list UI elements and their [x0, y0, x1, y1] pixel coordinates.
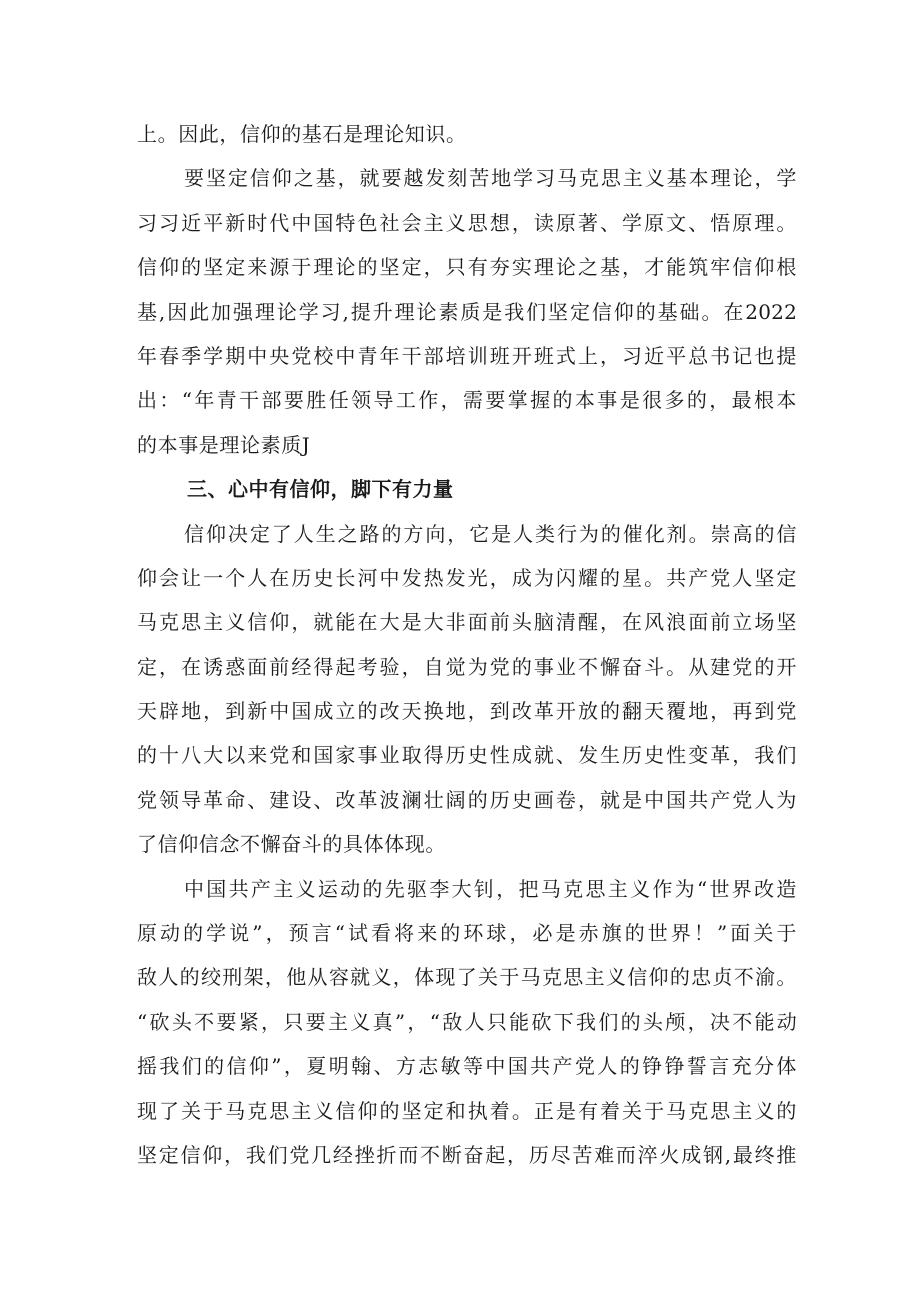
paragraph-line: 摇我们的信仰”，夏明翰、方志敏等中国共产党人的铮铮誓言充分体 [137, 1054, 797, 1079]
paragraph-line: 的十八大以来党和国家事业取得历史性成就、发生历史性变革，我们 [137, 743, 797, 768]
paragraph-line: 信仰的坚定来源于理论的坚定，只有夯实理论之基，才能筑牢信仰根 [137, 255, 797, 280]
paragraph-line: 现了关于马克思主义信仰的坚定和执着。正是有着关于马克思主义的 [137, 1098, 797, 1123]
paragraph-line: 出：“年青干部要胜任领导工作，需要掌握的本事是很多的，最根本 [137, 388, 797, 413]
document-page [137, 112, 797, 1177]
paragraph-line: 基,因此加强理论学习,提升理论素质是我们坚定信仰的基础。在2022 [137, 299, 797, 324]
paragraph-line: “砍头不要紧，只要主义真”，“敌人只能砍下我们的头颅，决不能动 [137, 1009, 797, 1034]
paragraph-line: 天辟地，到新中国成立的改天换地，到改革开放的翻天覆地，再到党 [137, 699, 797, 724]
paragraph-line: 中国共产主义运动的先驱李大钊，把马克思主义作为“世界改造 [184, 876, 797, 901]
paragraph-3 [137, 512, 797, 867]
paragraph-line: 信仰决定了人生之路的方向，它是人类行为的催化剂。崇高的信 [184, 521, 797, 546]
paragraph-line: 上。因此，信仰的基石是理论知识。 [137, 122, 467, 146]
paragraph-line: 定，在诱惑面前经得起考验，自觉为党的事业不懈奋斗。从建党的开 [137, 654, 797, 679]
paragraph-line: 习习近平新时代中国特色社会主义思想，读原著、学原文、悟原理。 [137, 210, 797, 235]
paragraph-line: 年春季学期中央党校中青年干部培训班开班式上，习近平总书记也提 [137, 343, 797, 368]
paragraph-line: 仰会让一个人在历史长河中发热发光，成为闪耀的星。共产党人坚定 [137, 565, 797, 590]
section-heading: 三、心中有信仰，脚下有力量 [187, 477, 454, 502]
paragraph-line: 党领导革命、建设、改革波澜壮阔的历史画卷，就是中国共产党人为 [137, 787, 797, 812]
paragraph-1 [137, 112, 797, 156]
paragraph-line: 敌人的绞刑架，他从容就义，体现了关于马克思主义信仰的忠贞不渝。 [137, 965, 797, 990]
paragraph-line: 的本事是理论素质J [137, 432, 311, 457]
paragraph-4 [137, 867, 797, 1178]
paragraph-line: 马克思主义信仰，就能在大是大非面前头脑清醒，在风浪面前立场坚 [137, 610, 797, 635]
paragraph-line: 坚定信仰，我们党几经挫折而不断奋起，历尽苦难而淬火成钢,最终推 [137, 1142, 797, 1167]
paragraph-line: 原动的学说”，预言“试看将来的环球，必是赤旗的世界！”面关于 [137, 921, 797, 946]
paragraph-line: 了信仰信念不懈奋斗的具体体现。 [137, 832, 446, 857]
paragraph-line: 要坚定信仰之基，就要越发刻苦地学习马克思主义基本理论，学 [184, 166, 797, 191]
paragraph-2 [137, 156, 797, 467]
